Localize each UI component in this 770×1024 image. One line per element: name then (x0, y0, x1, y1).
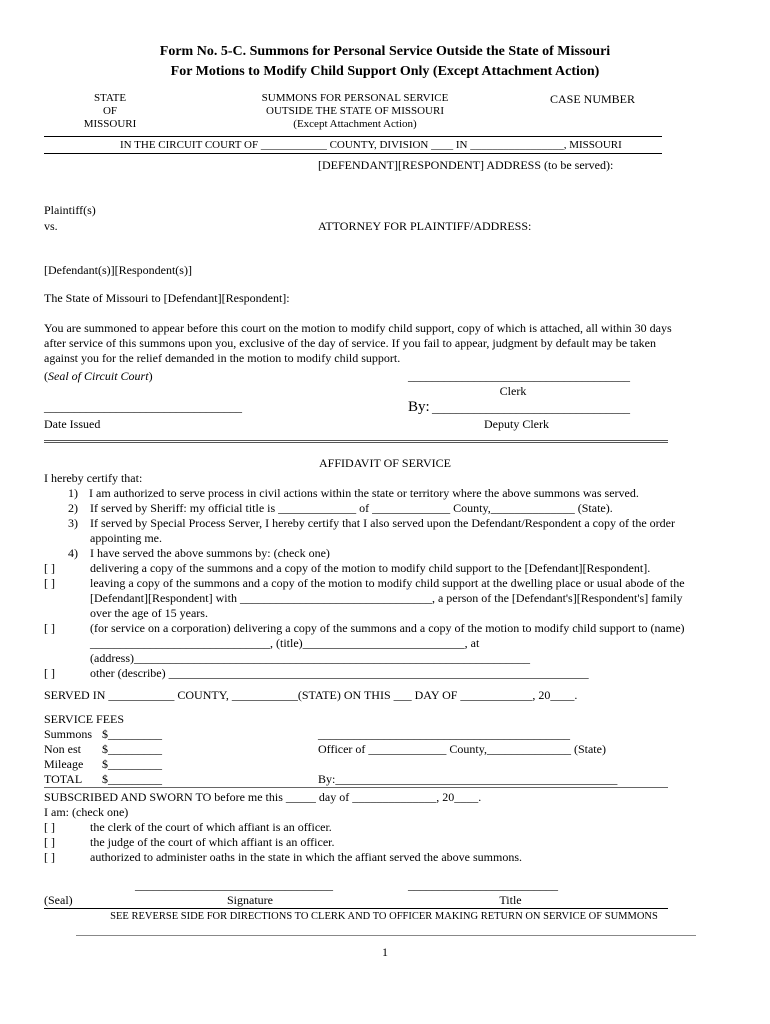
by-label: By: (408, 399, 430, 415)
summons-text-1: You are summoned to appear before this court on the motion to modify child support, copy of which is attached, all within 30 days (44, 321, 672, 335)
sworn-line: SUBSCRIBED AND SWORN TO before me this _____ day of ______________, 20____. (44, 790, 482, 804)
state-label-3: MISSOURI (83, 118, 137, 130)
checkbox[interactable]: [ ] (44, 621, 55, 635)
attorney-label: ATTORNEY FOR PLAINTIFF/ADDRESS: (318, 219, 532, 233)
date-issued-label: Date Issued (44, 417, 101, 431)
check-option-text: ______________________________, (title)___________________________, at (90, 636, 480, 650)
summons-type-1: SUMMONS FOR PERSONAL SERVICE (261, 92, 449, 104)
checkbox[interactable]: [ ] (44, 576, 55, 590)
served-in-line: SERVED IN ___________ COUNTY, ___________(STATE) ON THIS ___ DAY OF ____________, 20____. (44, 688, 578, 702)
affidavit-item-num: 1) (68, 486, 78, 500)
i-am-option-text: the judge of the court of which affiant is an officer. (90, 835, 335, 849)
affidavit-item-text: If served by Sheriff: my official title is _____________ of _____________ County,______________ (State). (90, 501, 613, 515)
seal-open-paren: ( (44, 369, 48, 383)
section-divider (44, 440, 668, 443)
caption-rule-top (44, 136, 662, 137)
service-fees-title: SERVICE FEES (44, 712, 125, 726)
summons-text-2: after service of this summons upon you, exclusive of the day of service. If you fail to appear, judgment by default may be taken (44, 336, 656, 350)
form-title-line1: Form No. 5-C. Summons for Personal Service Outside the State of Missouri (159, 44, 611, 59)
date-issued-line: _________________________________ (44, 400, 242, 414)
case-number-label: CASE NUMBER (550, 92, 636, 106)
fee-label: Mileage (44, 757, 84, 771)
affidavit-item-text: appointing me. (90, 531, 162, 545)
officer-signature-line: __________________________________________ (318, 727, 570, 741)
deputy-clerk-label: Deputy Clerk (484, 417, 549, 431)
signature-label: Signature (227, 893, 273, 907)
fee-value: $_________ (102, 772, 162, 786)
clerk-label: Clerk (499, 384, 527, 398)
check-option-text: leaving a copy of the summons and a copy of the motion to modify child support at the dwelling place or usual abode of the (90, 576, 685, 590)
summons-type-2: OUTSIDE THE STATE OF MISSOURI (266, 105, 444, 117)
seal-of-court (44, 369, 153, 383)
fee-value: $_________ (102, 727, 162, 741)
title-line: _________________________ (408, 878, 558, 892)
officer-by-line: By:_______________________________________________ (318, 772, 618, 786)
check-option-text: [Defendant][Respondent] with ________________________________, a person of the [Defendant's][Respondent's] family (90, 591, 683, 605)
deputy-signature-line: _________________________________ (432, 401, 630, 415)
seal-text: Seal of Circuit Court (48, 369, 149, 383)
affidavit-title: AFFIDAVIT OF SERVICE (319, 456, 451, 470)
check-option-text: (address)__________________________________________________________________ (90, 651, 530, 665)
check-option-text: over the age of 15 years. (90, 606, 208, 620)
checkbox[interactable]: [ ] (44, 561, 55, 575)
page-number: 1 (382, 945, 388, 959)
court-line: IN THE CIRCUIT COURT OF ____________ COUNTY, DIVISION ____ IN _________________, MISSOURI (120, 139, 622, 151)
affidavit-item-text: If served by Special Process Server, I hereby certify that I also served upon the Defendant/Respondent a copy of the order (90, 516, 675, 530)
title-label: Title (499, 893, 522, 907)
state-label-1: STATE (93, 92, 127, 104)
check-option-text: other (describe) ______________________________________________________________________ (90, 666, 589, 680)
certify-label: I hereby certify that: (44, 471, 143, 485)
fees-divider (44, 787, 668, 788)
officer-of-line: Officer of _____________ County,______________ (State) (318, 742, 606, 756)
footer-bottom-rule (76, 935, 696, 936)
clerk-signature-line: _____________________________________ (408, 369, 630, 383)
check-option-text: delivering a copy of the summons and a copy of the motion to modify child support to the [Defendant][Respondent]. (90, 561, 651, 575)
i-am-option-text: the clerk of the court of which affiant is an officer. (90, 820, 332, 834)
caption-rule-bottom (44, 153, 662, 154)
affidavit-item-num: 3) (68, 516, 78, 530)
affidavit-item-text: I am authorized to serve process in civil actions within the state or territory where the above summons was served. (89, 486, 639, 500)
footer-rule (44, 908, 668, 909)
seal-label: (Seal) (44, 893, 73, 907)
affidavit-item-num: 4) (68, 546, 78, 560)
checkbox[interactable]: [ ] (44, 666, 55, 680)
defendant-address-label: [DEFENDANT][RESPONDENT] ADDRESS (to be served): (318, 158, 614, 172)
summons-text-3: against you for the relief demanded in the motion to modify child support. (44, 351, 401, 365)
i-am-label: I am: (check one) (44, 805, 129, 819)
affidavit-item-text: I have served the above summons by: (check one) (90, 546, 330, 560)
fee-label: Summons (44, 727, 93, 741)
signature-line: _________________________________ (135, 878, 333, 892)
checkbox[interactable]: [ ] (44, 835, 55, 849)
reverse-side-note: SEE REVERSE SIDE FOR DIRECTIONS TO CLERK AND TO OFFICER MAKING RETURN ON SERVICE OF SUMMONS (110, 911, 658, 922)
plaintiffs-label: Plaintiff(s) (44, 203, 96, 217)
fee-value: $_________ (102, 757, 162, 771)
check-option-text: (for service on a corporation) delivering a copy of the summons and a copy of the motion to modify child support to (name) (90, 621, 685, 635)
seal-close-paren: ) (148, 369, 153, 383)
defendants-label: [Defendant(s)][Respondent(s)] (44, 263, 192, 277)
state-label-2: OF (102, 105, 118, 117)
state-to-defendant: The State of Missouri to [Defendant][Respondent]: (44, 291, 290, 305)
vs-label: vs. (44, 219, 58, 233)
form-title-line2: For Motions to Modify Child Support Only (Except Attachment Action) (170, 64, 600, 79)
summons-type-3: (Except Attachment Action) (293, 118, 417, 130)
checkbox[interactable]: [ ] (44, 820, 55, 834)
checkbox[interactable]: [ ] (44, 850, 55, 864)
fee-label: TOTAL (44, 772, 83, 786)
affidavit-item-num: 2) (68, 501, 78, 515)
fee-value: $_________ (102, 742, 162, 756)
i-am-option-text: authorized to administer oaths in the state in which the affiant served the above summons. (90, 850, 522, 864)
fee-label: Non est (44, 742, 81, 756)
